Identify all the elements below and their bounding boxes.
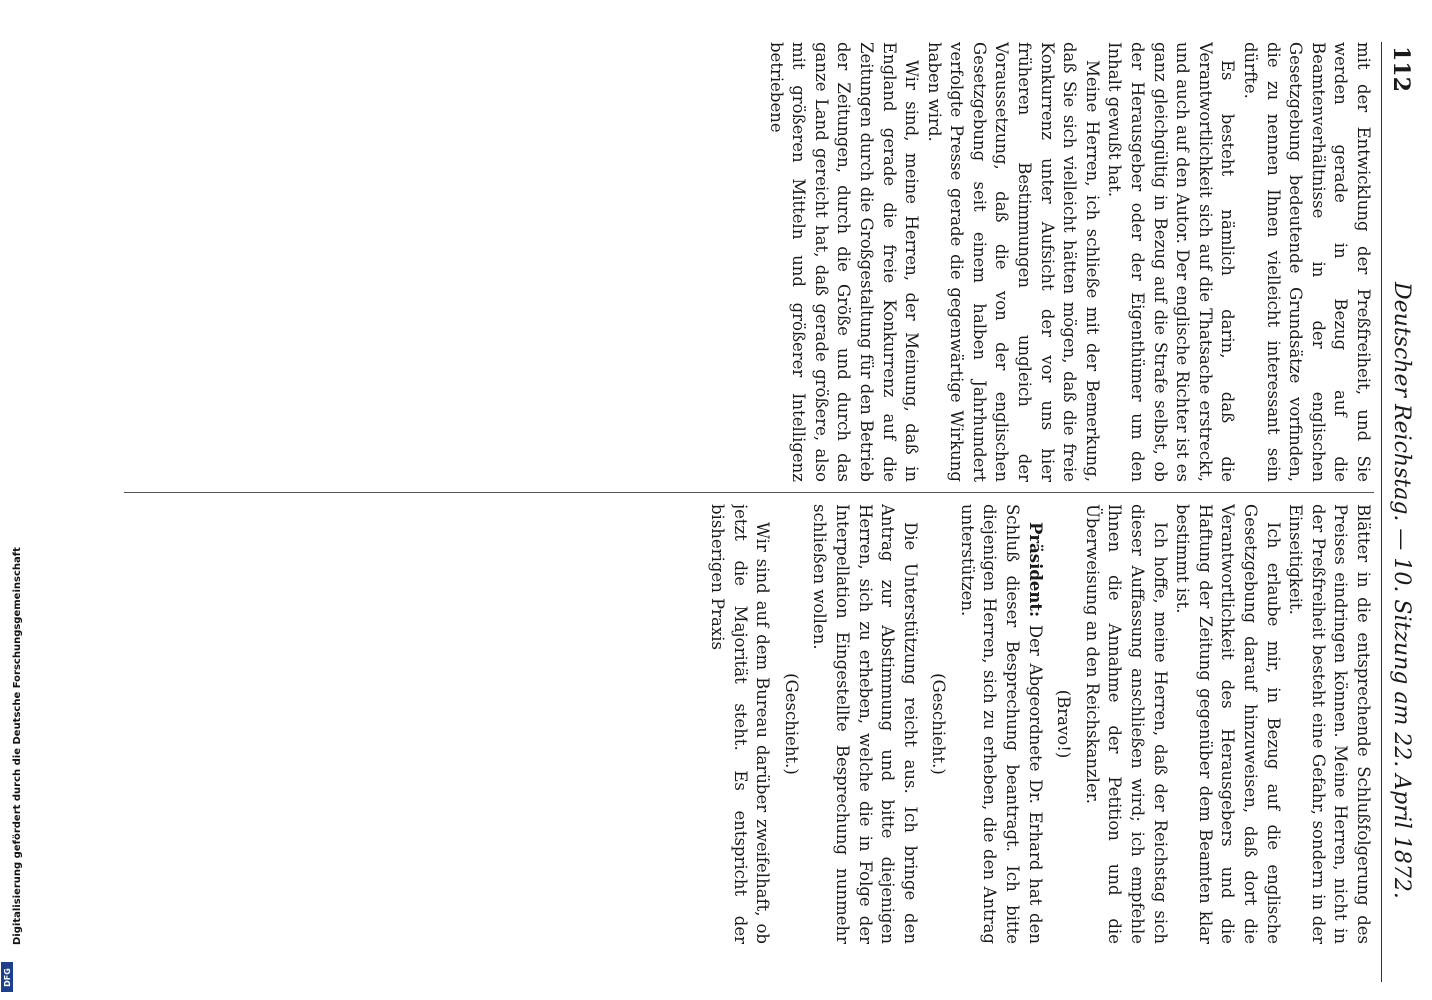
- dfg-logo-text: DFG: [2, 967, 12, 987]
- paragraph: Ich hoffe, meine Herren, daß der Reichstag sich dieser Auffassung anschließen wird; ich empfehle Ihnen die Annahme der Petition und die Überweisung an den Reichskanzler.: [1082, 504, 1170, 944]
- rotated-page-content: [78, 42, 1418, 982]
- paragraph: Ich erlaube mir, in Bezug auf die englische Gesetzgebung darauf hinzuweisen, daß dort die Verantwortlichkeit des Herausgebers und die Haftung der Zeitung gegenüber dem Beamten klar bestimmt ist.: [1173, 504, 1283, 944]
- paragraph: Es besteht nämlich darin, daß die Verantwortlichkeit sich auf die Thatsache erstreckt, und auch auf den Autor. Der englische Richter ist es ganz gleichgültig in Bezug auf die Strafe selbst, ob der Herausgeber oder der Eigenthümer um den Inhalt gewußt hat.: [1105, 42, 1238, 482]
- paragraph: Wir sind, meine Herren, der Meinung, daß in England gerade die freie Konkurrenz auf die Zeitungen durch die Großgestaltung für den Betrieb der Zeitungen, durch die Größe und durch das ganze Land gereicht hat, daß gerade größere, also mit größeren Mitteln und größerer Intelligenz betriebene: [766, 42, 922, 482]
- president-paragraph: [955, 504, 1045, 944]
- paragraph: Meine Herren, ich schließe mit der Bemerkung, daß Sie sich vielleicht hätten mögen, daß die freie Konkurrenz unter Aufsicht der vor uns hier früheren Bestimmungen ungleich der Voraussetzung, daß die von der englischen Gesetzgebung seit einem halben Jahrhundert verfolgte Presse gerade die gegenwärtige Wirkung haben wird.: [924, 42, 1102, 482]
- bravo-note: (Geschieht.): [781, 673, 801, 775]
- bravo-note: (Bravo!): [1054, 689, 1074, 759]
- dfg-credit-text: Digitalisierung gefördert durch die Deutsche Forschungsgemeinschaft: [12, 547, 23, 945]
- right-text-column: [124, 504, 1374, 944]
- header-rule: [1381, 42, 1382, 982]
- speaker-text: Der Abgeordnete Dr. Erhard hat den Schluß dieser Besprechung beantragt. Ich bitte diejenigen Herren, sich zu erheben, die den Antrag unterstützen.: [957, 504, 1045, 944]
- paragraph: Die Unterstützung reicht aus. Ich bringe den Antrag zur Abstimmung und bitte diejenigen Herren, sich zu erheben, welche die in Folge der Interpellation Eingestellte Besprechung nunmehr schließen wollen.: [810, 504, 920, 944]
- left-text-column: [124, 42, 1374, 482]
- paragraph: Blätter in die entsprechende Schlußfolgerung des Preises eindringen können. Meine Herren, nicht in der Preßfreiheit besteht eine Gefahr, sondern in der Einseitigkeit.: [1286, 504, 1373, 944]
- support-note: (Geschieht.): [929, 673, 949, 775]
- dfg-sidebar: [0, 0, 23, 1000]
- running-head: Deutscher Reichstag. — 10. Sitzung am 22. April 1872.: [1389, 282, 1414, 899]
- dfg-logo: [1, 962, 13, 992]
- page-number: 112: [1388, 46, 1414, 92]
- column-rule: [124, 492, 1374, 493]
- speaker-label: Präsident:: [1025, 522, 1045, 618]
- paragraph: Wir sind auf dem Bureau darüber zweifelhaft, ob jetzt die Majorität steht. Es entspricht der bisherigen Praxis: [707, 504, 773, 944]
- page-header: [1384, 42, 1418, 982]
- paragraph: mit der Entwicklung der Preßfreiheit, und Sie werden gerade in Bezug auf die Beamtenverhältnisse in der englischen Gesetzgebung bedeutende Grundsätze vorfinden, die zu nennen Ihnen vielleicht interessant sein dürfte.: [1241, 42, 1373, 482]
